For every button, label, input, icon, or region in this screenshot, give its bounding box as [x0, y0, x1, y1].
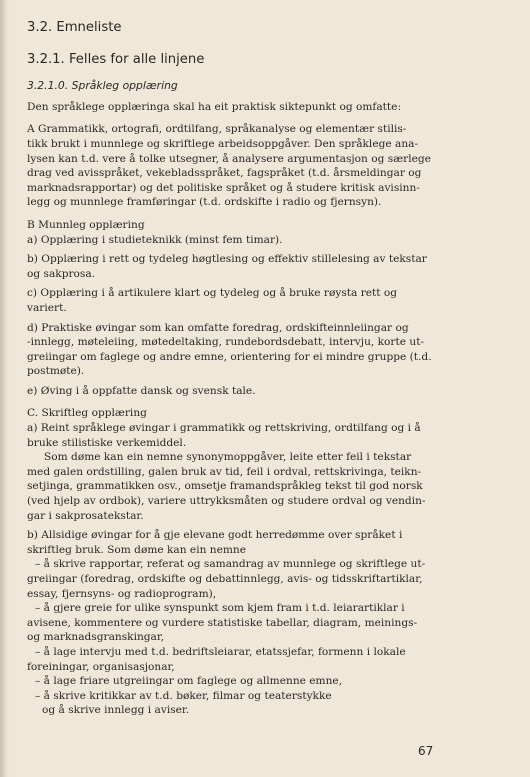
part-c-heading: C. Skriftleg opplæring — [27, 407, 147, 420]
text-line: Som døme kan ein nemne synonymoppgåver, leite etter feil i tekstar — [44, 451, 412, 464]
document-page — [27, 20, 513, 718]
text-line: b) Opplæring i rett og tydeleg høgtlesing og effektiv stillelesing av tekstar — [27, 253, 427, 266]
part-b-item-d — [27, 321, 513, 379]
part-b-item-a: a) Opplæring i studieteknikk (minst fem timar). — [27, 233, 283, 246]
text-line: a) Reint språklege øvingar i grammatikk og rettskriving, ordtilfang og i å — [27, 422, 421, 435]
text-line: avisene, kommentere og vurdere statistiske tabellar, diagram, meinings- — [27, 616, 418, 629]
list-item: – å lage intervju med t.d. bedriftsleiarar, etatssjefar, formenn i lokale — [35, 645, 406, 658]
text-line: og å skrive innlegg i aviser. — [42, 704, 190, 717]
text-line: greiingar (foredrag, ordskifte og debattinnlegg, avis- og tidsskriftartiklar, — [27, 573, 423, 585]
text-line: essay, fjernsyns- og radioprogram), — [27, 587, 217, 600]
text-line: b) Allsidige øvingar for å gje elevane godt herredømme over språket i — [27, 529, 403, 542]
text-line: drag ved avisspråket, vekebladsspråket, fagspråket (t.d. årsmeldingar og — [27, 167, 422, 180]
text-line: legg og munnlege framføringar (t.d. ordskifte i radio og fjernsyn). — [27, 196, 382, 209]
part-c-item-a — [27, 421, 513, 450]
list-item: – å gjere greie for ulike synspunkt som kjem fram i t.d. leiarartiklar i — [35, 602, 405, 615]
part-b-heading: B Munnleg opplæring — [27, 218, 145, 231]
text-line: og marknadsgranskingar, — [27, 631, 165, 644]
text-line: og sakprosa. — [27, 267, 96, 280]
part-b-item-e: e) Øving i å oppfatte dansk og svensk tale. — [27, 384, 256, 397]
text-line: A Grammatikk, ortografi, ordtilfang, språkanalyse og elementær stilis- — [27, 123, 407, 136]
text-line: gar i sakprosatekstar. — [27, 509, 144, 522]
page-number: 67 — [418, 744, 434, 758]
text-line: (ved hjelp av ordbok), variere uttrykksmåten og studere ordval og vendin- — [27, 495, 426, 508]
text-line: foreiningar, organisasjonar, — [27, 660, 175, 673]
text-line: setjinga, grammatikken osv., omsetje framandspråkleg tekst til god norsk — [27, 480, 423, 493]
part-c-item-b — [27, 528, 513, 718]
text-line: skriftleg bruk. Som døme kan ein nemne — [27, 543, 247, 556]
text-line: -innlegg, møteleiing, møtedeltaking, rundebordsdebatt, intervju, korte ut- — [27, 336, 425, 349]
text-line: greiingar om faglege og andre emne, orientering for ei mindre gruppe (t.d. — [27, 350, 432, 363]
text-line: c) Opplæring i å artikulere klart og tydeleg og å bruke røysta rett og — [27, 287, 398, 300]
part-c-example-paragraph — [27, 450, 513, 523]
list-item: – å skrive rapportar, referat og samandrag av munnlege og skriftlege ut- — [35, 558, 426, 571]
text-line: marknadsrapportar) og det politiske språket og å studere kritisk avisinn- — [27, 181, 420, 194]
subsubsection-heading: 3.2.1.0. Språkleg opplæring — [27, 79, 178, 93]
text-line: tikk brukt i munnlege og skriftlege arbeidsoppgåver. Den språklege ana- — [27, 137, 419, 150]
text-line: d) Praktiske øvingar som kan omfatte foredrag, ordskifteinnleiingar og — [27, 321, 409, 334]
part-b-item-b — [27, 252, 513, 281]
part-b-item-c — [27, 286, 513, 315]
list-item: – å lage friare utgreiingar om faglege og allmenne emne, — [35, 675, 343, 688]
text-line: bruke stilistiske verkemiddel. — [27, 436, 187, 449]
text-line: med galen ordstilling, galen bruk av tid, feil i ordval, rettskrivinga, teikn- — [27, 465, 422, 478]
page-spine-shadow — [0, 0, 9, 777]
intro-paragraph: Den språklege opplæringa skal ha eit praktisk siktepunkt og omfatte: — [27, 100, 402, 113]
text-line: lysen kan t.d. vere å tolke utsegner, å analysere argumentasjon og særlege — [27, 152, 431, 165]
text-line: variert. — [27, 301, 67, 314]
part-a-paragraph — [27, 122, 513, 210]
section-heading: 3.2. Emneliste — [27, 20, 122, 35]
list-item: – å skrive kritikkar av t.d. bøker, filmar og teaterstykke — [35, 689, 332, 702]
subsection-heading: 3.2.1. Felles for alle linjene — [27, 51, 205, 67]
text-line: postmøte). — [27, 365, 85, 378]
